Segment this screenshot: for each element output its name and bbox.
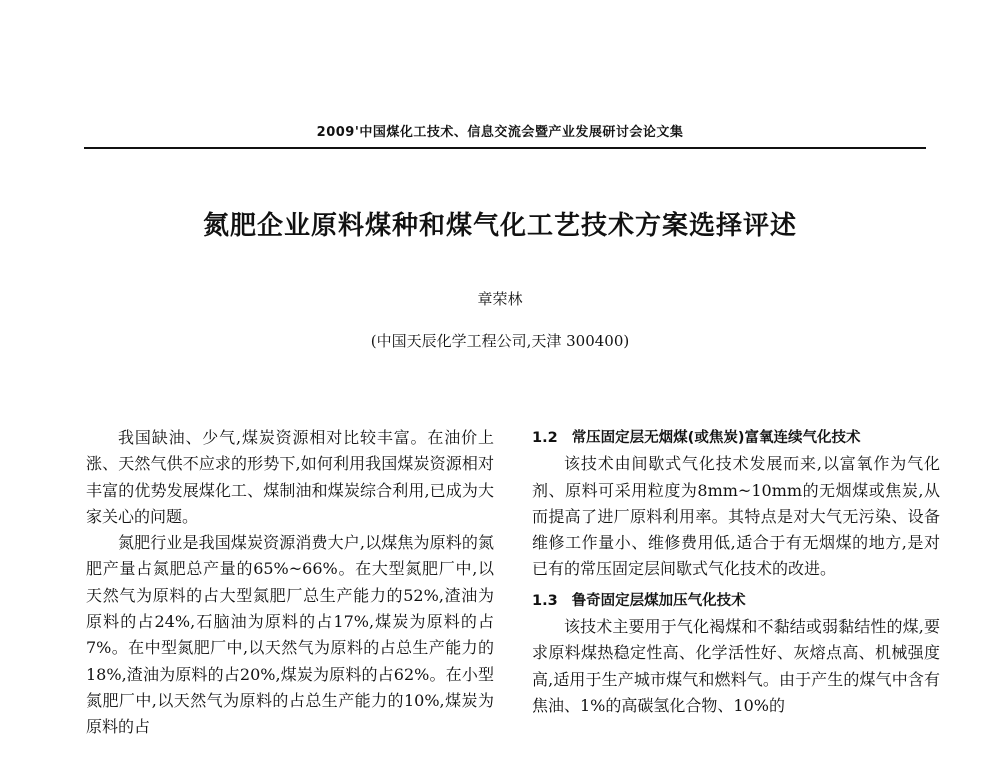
author-affiliation: (中国天辰化学工程公司,天津 300400): [370, 332, 630, 350]
header-rule: [84, 147, 926, 149]
section-title: 鲁奇固定层煤加压气化技术: [571, 592, 746, 609]
section-heading-1-3: [532, 588, 940, 614]
paragraph-nitrogen-industry: 氮肥行业是我国煤炭资源消费大户,以煤焦为原料的氮肥产量占氮肥总产量的65%~66%。在大型氮肥厂中,以天然气为原料的占大型氮肥厂总生产能力的52%,渣油为原料的占24%,石脑油为原料的占17%,煤炭为原料的占7%。在中型氮肥厂中,以天然气为原料的占总生产能力的18%,渣油为原料的占20%,煤炭为原料的占62%。在小型氮肥厂中,以天然气为原料的占总生产能力的10%,煤炭为原料的占: [86, 533, 494, 737]
section-heading-1-2: [532, 425, 940, 451]
section-number: 1.2: [532, 430, 558, 446]
paper-title: 氮肥企业原料煤种和煤气化工艺技术方案选择评述: [202, 211, 797, 241]
left-column: [86, 425, 494, 741]
section-title: 常压固定层无烟煤(或焦炭)富氧连续气化技术: [571, 430, 861, 446]
paragraph-intro: 我国缺油、少气,煤炭资源相对比较丰富。在油价上涨、天然气供不应求的形势下,如何利用我国煤炭资源相对丰富的优势发展煤化工、煤制油和煤炭综合利用,已成为大家关心的问题。: [86, 428, 494, 526]
section-paragraph-1-2: 该技术由间歇式气化技术发展而来,以富氧作为气化剂、原料可采用粒度为8mm~10mm的无烟煤或焦炭,从而提高了进厂原料利用率。其特点是对大气无污染、设备维修工作量小、维修费用低,适合于有无烟煤的地方,是对已有的常压固定层间歇式气化技术的改进。: [532, 454, 940, 579]
right-column: [532, 425, 940, 719]
author-name: 章荣林: [477, 290, 523, 308]
section-paragraph-1-3: 该技术主要用于气化褐煤和不黏结或弱黏结性的煤,要求原料煤热稳定性高、化学活性好、灰熔点高、机械强度高,适用于生产城市煤气和燃料气。由于产生的煤气中含有焦油、1%的高碳氢化合物、10%的: [532, 617, 940, 715]
running-header: 2009'中国煤化工技术、信息交流会暨产业发展研讨会论文集: [316, 125, 684, 140]
section-number: 1.3: [532, 592, 558, 609]
